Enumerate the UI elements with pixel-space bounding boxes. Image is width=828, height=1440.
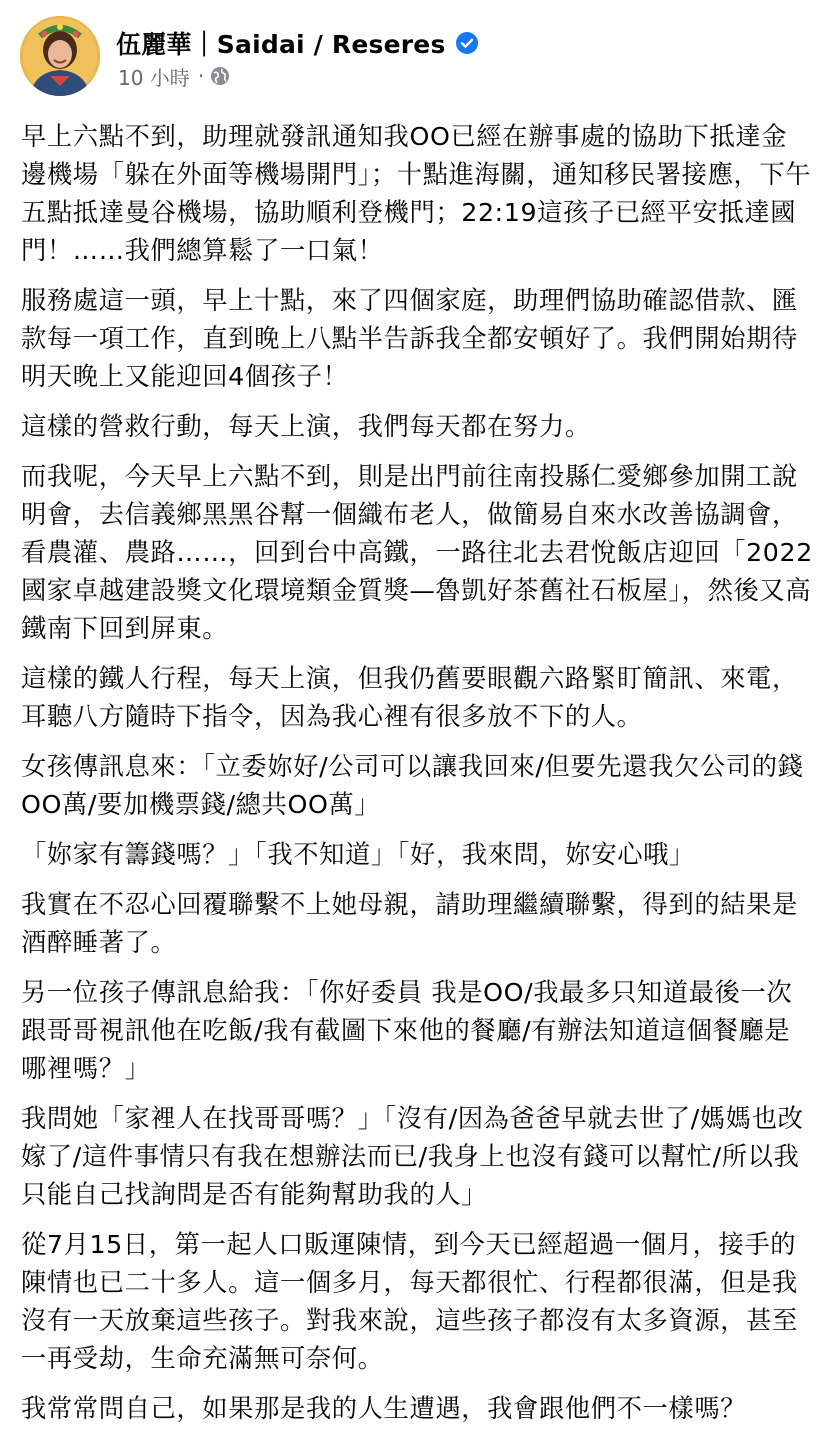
post-paragraph: 另一位孩子傳訊息給我：「你好委員 我是OO/我最多只知道最後一次跟哥哥視訊他在吃飯/我有截圖下來他的餐廳/有辦法知道這個餐廳是哪裡嗎？」	[21, 978, 793, 1083]
post-paragraph: 我實在不忍心回覆聯繫不上她母親，請助理繼續聯繫，得到的結果是酒醉睡著了。	[21, 890, 798, 957]
globe-icon[interactable]	[210, 66, 230, 86]
post-paragraph: 我問她「家裡人在找哥哥嗎？」「沒有/因為爸爸早就去世了/媽媽也改嫁了/這件事情只有我在想辦法而已/我身上也沒有錢可以幫忙/所以我只能自己找詢問是否有能夠幫助我的人」	[21, 1104, 804, 1209]
post-paragraph: 早上六點不到，助理就發訊通知我OO已經在辦事處的協助下抵達金邊機場「躲在外面等機場開門」；十點進海關，通知移民署接應，下午五點抵達曼谷機場，協助順利登機門；22:19這孩子已經平安抵達國門！……我們總算鬆了一口氣！	[21, 122, 812, 265]
author-name[interactable]: 伍麗華｜Saidai / Reseres	[116, 30, 446, 59]
post-paragraph: 我常常問自己，如果那是我的人生遭遇，我會跟他們不一樣嗎？	[21, 1394, 747, 1423]
post-body	[21, 118, 813, 1440]
post-paragraph: 這樣的鐵人行程，每天上演，但我仍舊要眼觀六路緊盯簡訊、來電，耳聽八方隨時下指令，因為我心裡有很多放不下的人。	[21, 664, 798, 731]
post-paragraph: 服務處這一頭，早上十點，來了四個家庭，助理們協助確認借款、匯款每一項工作，直到晚上八點半告訴我全都安頓好了。我們開始期待明天晚上又能迎回4個孩子！	[21, 286, 798, 391]
post-paragraph: 「妳家有籌錢嗎？」「我不知道」「好，我來問，妳安心哦」	[21, 840, 695, 869]
meta-separator: ·	[197, 64, 205, 88]
post-paragraph: 而我呢，今天早上六點不到，則是出門前往南投縣仁愛鄉參加開工說明會，去信義鄉黑黑谷幫一個織布老人，做簡易自來水改善協調會，看農灌、農路……，回到台中高鐵，一路往北去君悅飯店迎回「2022國家卓越建設獎文化環境類金質獎—魯凱好茶舊社石板屋」，然後又高鐵南下回到屏東。	[21, 462, 813, 643]
author-line	[116, 26, 479, 60]
post-header	[0, 0, 828, 110]
author-avatar[interactable]	[20, 16, 100, 96]
post-paragraph: 從7月15日，第一起人口販運陳情，到今天已經超過一個月，接手的陳情也已二十多人。這一個多月，每天都很忙、行程都很滿，但是我沒有一天放棄這些孩子。對我來說，這些孩子都沒有太多資源，甚至一再受劫，生命充滿無可奈何。	[21, 1230, 798, 1373]
verified-badge-icon	[455, 31, 479, 55]
post-paragraph: 這樣的營救行動，每天上演，我們每天都在努力。	[21, 412, 591, 441]
post-paragraph: 女孩傳訊息來：「立委妳好/公司可以讓我回來/但要先還我欠公司的錢OO萬/要加機票錢/總共OO萬」	[21, 752, 804, 819]
post-meta	[118, 62, 230, 90]
post-timestamp[interactable]: 10 小時	[118, 65, 190, 90]
